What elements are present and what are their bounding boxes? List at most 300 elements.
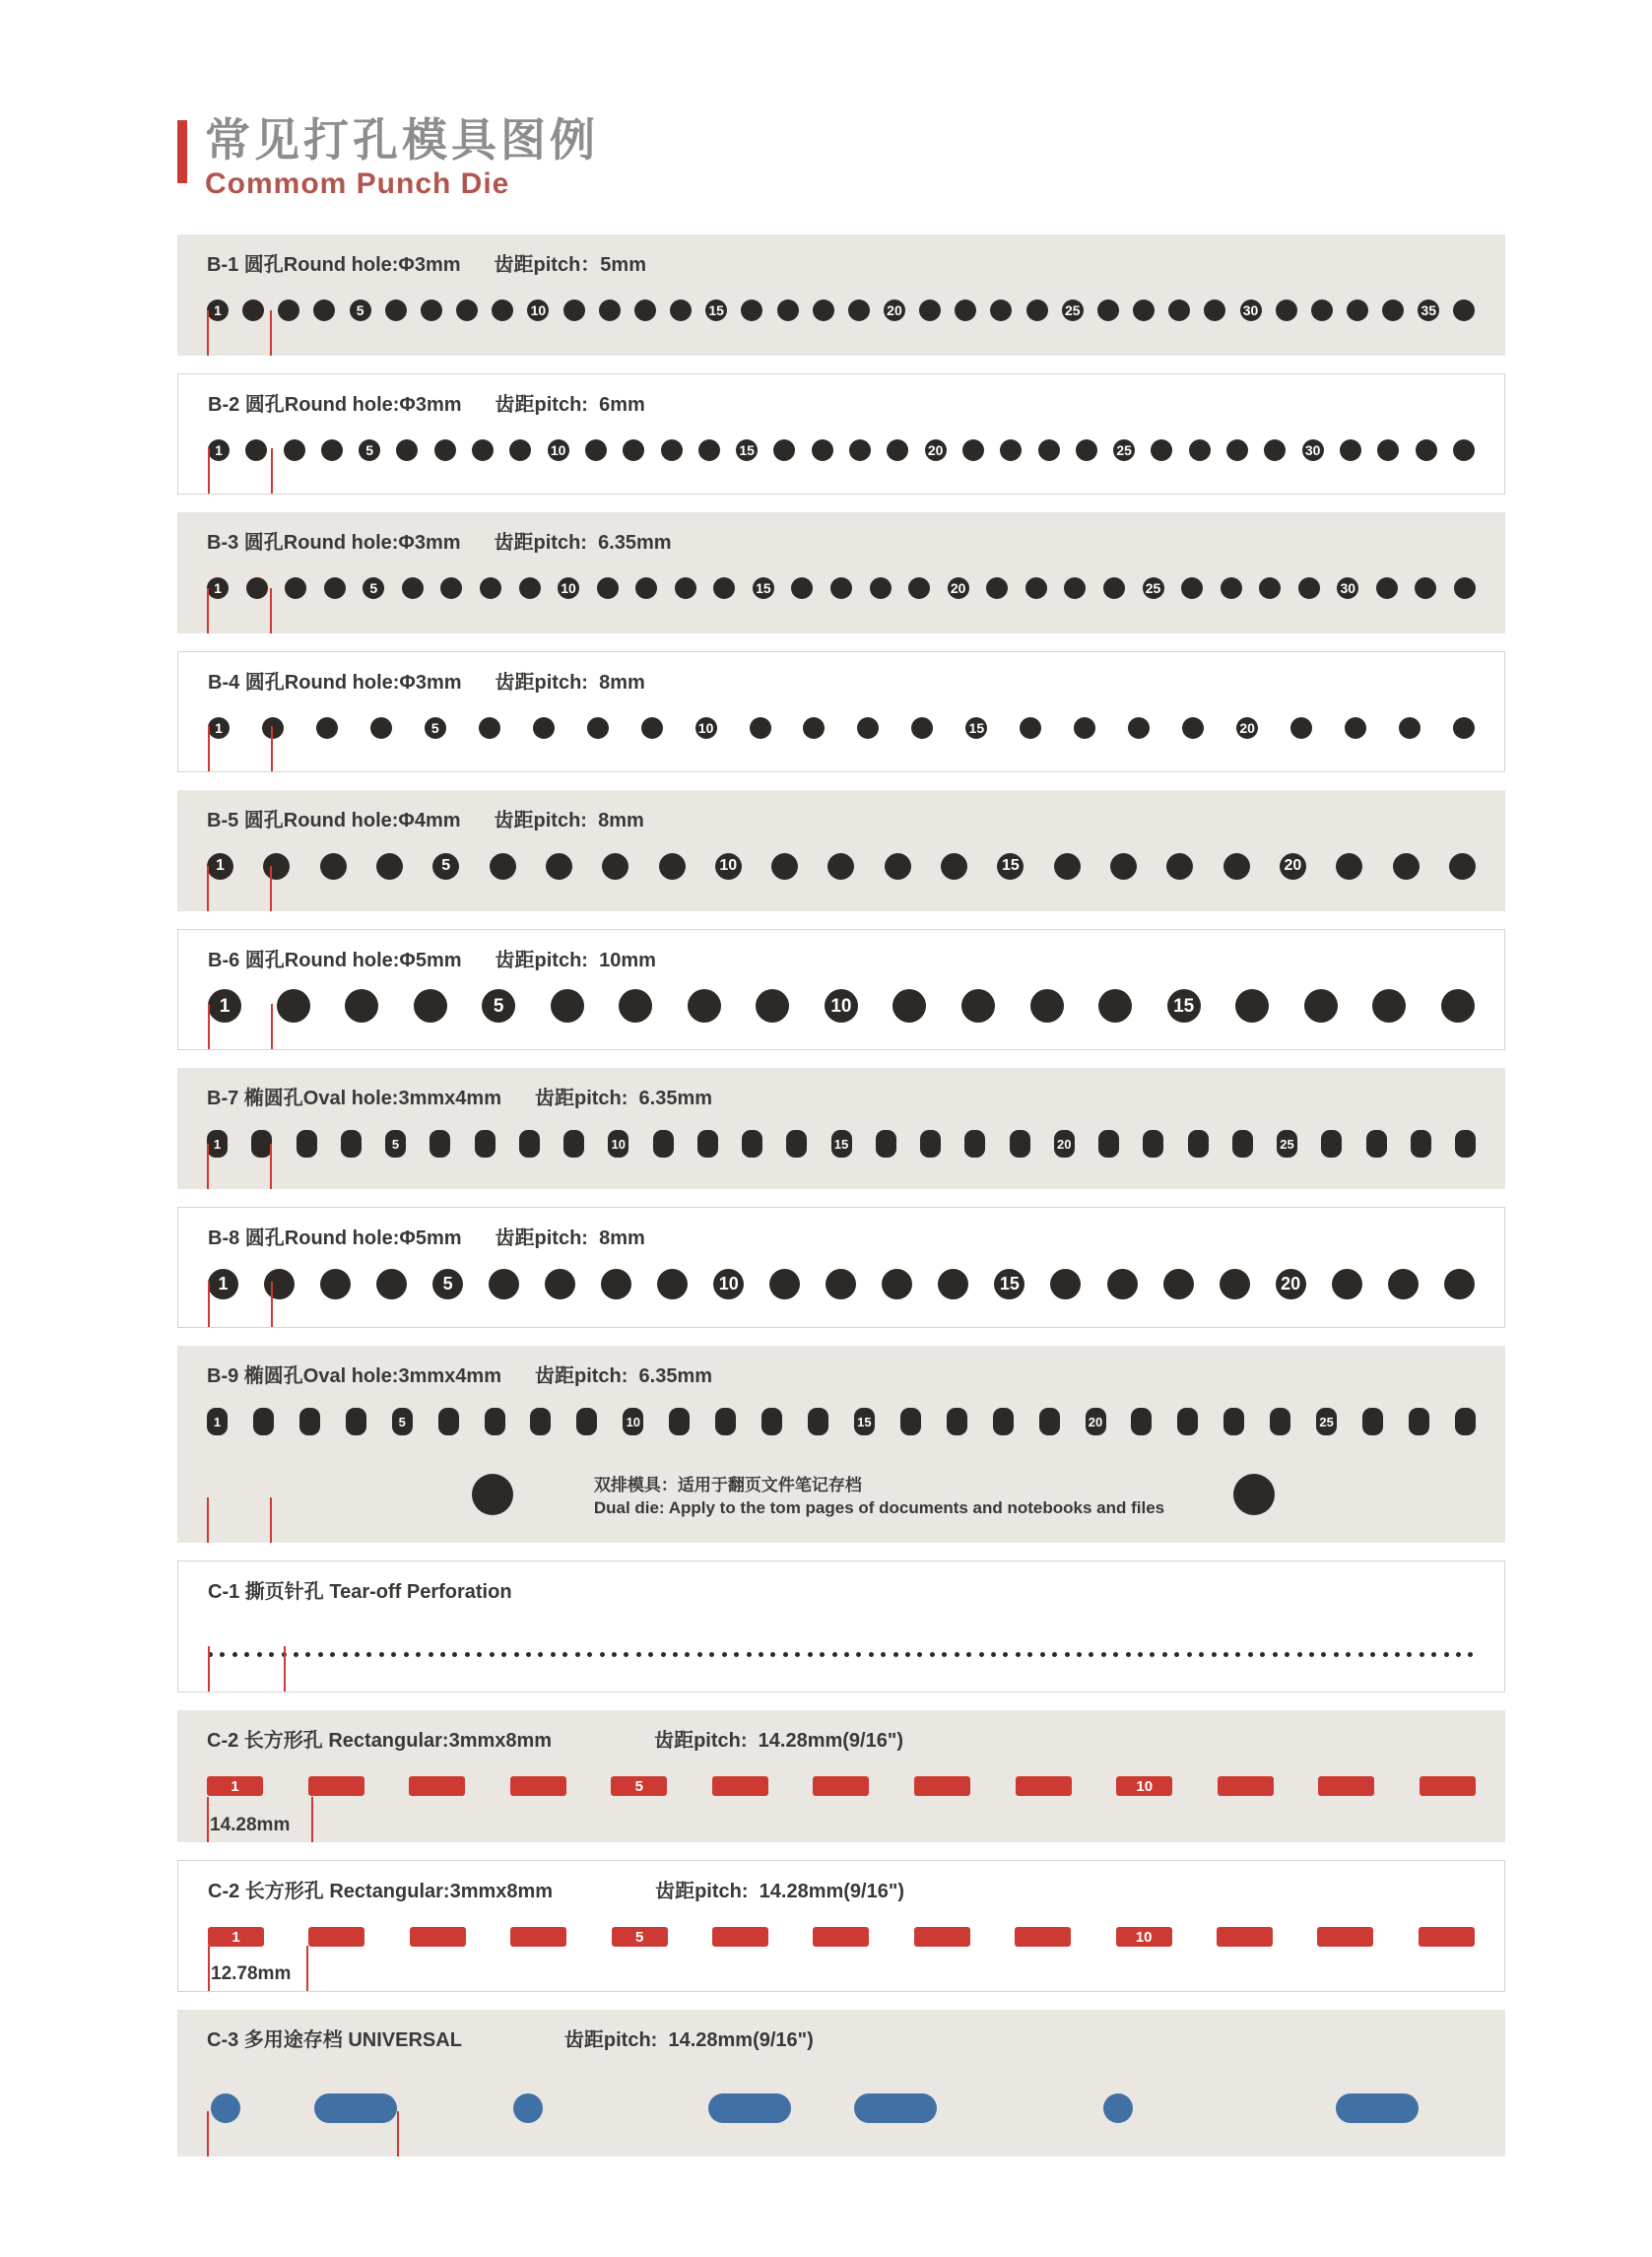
round-hole xyxy=(1347,299,1368,321)
perforation-dot xyxy=(747,1652,752,1657)
oval-hole xyxy=(485,1408,505,1435)
round-hole xyxy=(657,1269,688,1299)
perforation-dot xyxy=(661,1652,666,1657)
round-hole xyxy=(919,299,941,321)
round-hole xyxy=(207,853,233,880)
round-hole xyxy=(777,299,799,321)
round-hole xyxy=(675,577,696,599)
round-hole xyxy=(925,439,947,461)
oval-hole xyxy=(669,1408,690,1435)
dual-die-hole xyxy=(472,1474,513,1515)
round-hole xyxy=(1276,1269,1306,1299)
round-hole xyxy=(1376,577,1398,599)
pitch-tick-mark xyxy=(207,2111,209,2157)
pitch-tick-mark xyxy=(271,726,273,771)
perforation-dot xyxy=(893,1652,898,1657)
oval-hole xyxy=(608,1130,628,1158)
pitch-tick-mark xyxy=(207,1144,209,1189)
pitch-tick-mark xyxy=(397,2111,399,2157)
perforation-dot xyxy=(770,1652,775,1657)
hole-number: 5 xyxy=(398,1414,406,1429)
round-hole xyxy=(492,299,513,321)
perforation-dot xyxy=(1162,1652,1167,1657)
perforation-dot xyxy=(697,1652,702,1657)
round-hole xyxy=(870,577,892,599)
rect-hole xyxy=(1318,1776,1374,1796)
rect-hole xyxy=(1116,1927,1172,1947)
oval-hole xyxy=(742,1130,762,1158)
title-accent-bar xyxy=(177,120,187,183)
perforation-dot xyxy=(1285,1652,1289,1657)
hole-number: 15 xyxy=(968,720,985,737)
perforation-dot xyxy=(1346,1652,1351,1657)
round-hole xyxy=(1064,577,1086,599)
round-hole xyxy=(884,299,905,321)
round-hole xyxy=(1189,439,1211,461)
oval-hole xyxy=(1143,1130,1163,1158)
hole-number: 30 xyxy=(1242,302,1259,319)
rect-hole xyxy=(612,1927,668,1947)
round-hole xyxy=(826,1269,856,1299)
rect-hole xyxy=(712,1927,768,1947)
round-hole xyxy=(1298,577,1320,599)
round-hole xyxy=(619,989,652,1023)
hole-track xyxy=(208,423,1475,478)
round-hole xyxy=(1449,853,1476,880)
oval-hole xyxy=(715,1408,736,1435)
round-hole xyxy=(623,439,644,461)
page-subtitle: Commom Punch Die xyxy=(205,167,510,201)
round-hole xyxy=(1025,577,1047,599)
oval-hole xyxy=(876,1130,896,1158)
round-hole xyxy=(376,853,403,880)
oval-hole xyxy=(1321,1130,1342,1158)
hole-number: 10 xyxy=(830,995,852,1017)
round-hole xyxy=(587,717,609,739)
pitch-tick-mark xyxy=(208,1646,210,1692)
panel-header xyxy=(208,1575,1475,1604)
hole-track xyxy=(208,1256,1475,1311)
round-hole xyxy=(1235,989,1269,1023)
oval-hole xyxy=(920,1130,941,1158)
round-hole xyxy=(698,439,720,461)
hole-number: 10 xyxy=(718,1274,739,1294)
round-hole xyxy=(965,717,987,739)
die-name-label: B-5 圆孔Round hole:Φ4mm xyxy=(207,810,461,832)
rect-hole xyxy=(1317,1927,1373,1947)
pitch-label: 齿距pitch：5mm xyxy=(494,254,646,277)
die-name-label: C-1 撕页针孔 Tear-off Perforation xyxy=(208,1581,512,1604)
round-hole xyxy=(849,439,871,461)
perforation-dot xyxy=(1065,1652,1070,1657)
oval-hole xyxy=(623,1408,643,1435)
die-panel-B8 xyxy=(177,1207,1505,1328)
perforation-dot xyxy=(440,1652,445,1657)
dual-die-note xyxy=(594,1471,1164,1518)
hole-number: 20 xyxy=(927,442,944,459)
page-title: 常见打孔模具图例 xyxy=(205,114,599,166)
hole-number: 1 xyxy=(218,1274,229,1294)
perforation-dot xyxy=(587,1652,592,1657)
hole-number: 15 xyxy=(1173,995,1195,1017)
hole-number: 10 xyxy=(530,302,547,319)
panel-header xyxy=(207,1360,1476,1388)
perforation-dot xyxy=(1126,1652,1131,1657)
round-hole xyxy=(345,989,378,1023)
perforation-dot xyxy=(1235,1652,1240,1657)
perforation-dot xyxy=(269,1652,274,1657)
round-hole xyxy=(208,439,230,461)
round-hole xyxy=(830,577,852,599)
perforation-dot xyxy=(1101,1652,1106,1657)
perforation-dot xyxy=(1358,1652,1363,1657)
round-hole xyxy=(1143,577,1164,599)
title-block xyxy=(205,116,599,201)
die-name-label: B-7 椭圆孔Oval hole:3mmx4mm xyxy=(207,1088,501,1110)
pitch-tick-mark xyxy=(306,1946,308,1991)
round-hole xyxy=(1110,853,1137,880)
perforation-dot xyxy=(551,1652,556,1657)
round-hole xyxy=(887,439,908,461)
panel-header xyxy=(207,1724,1476,1753)
round-hole xyxy=(1128,717,1150,739)
rect-hole xyxy=(611,1776,667,1796)
round-hole xyxy=(773,439,795,461)
round-hole xyxy=(857,717,879,739)
hole-number: 20 xyxy=(950,580,966,597)
round-hole xyxy=(207,577,229,599)
round-hole xyxy=(1453,717,1475,739)
hole-number: 5 xyxy=(634,1777,643,1795)
hole-number: 20 xyxy=(887,302,902,319)
round-hole xyxy=(546,853,572,880)
perforation-dot xyxy=(1395,1652,1400,1657)
pitch-label: 齿距pitch: 6mm xyxy=(495,394,645,417)
rect-hole xyxy=(510,1927,566,1947)
round-hole xyxy=(1038,439,1060,461)
round-hole xyxy=(1280,853,1306,880)
round-hole xyxy=(756,989,789,1023)
round-hole xyxy=(1098,989,1132,1023)
round-hole xyxy=(548,439,569,461)
rect-hole xyxy=(813,1776,869,1796)
hole-number: 1 xyxy=(214,302,222,319)
round-hole xyxy=(519,577,541,599)
perforation-dot xyxy=(1027,1652,1032,1657)
panel-list xyxy=(177,234,1505,2157)
hole-number: 30 xyxy=(1340,580,1356,597)
rect-hole xyxy=(510,1776,566,1796)
round-hole xyxy=(602,853,628,880)
oval-hole xyxy=(1316,1408,1337,1435)
round-hole xyxy=(812,439,833,461)
round-hole xyxy=(635,577,657,599)
perforation-dot xyxy=(429,1652,433,1657)
perforation-dot xyxy=(1334,1652,1339,1657)
oval-hole xyxy=(1270,1408,1290,1435)
oval-hole xyxy=(563,1130,584,1158)
perforation-dot xyxy=(1431,1652,1436,1657)
perforation-dot xyxy=(1016,1652,1021,1657)
round-hole xyxy=(284,439,305,461)
round-hole xyxy=(1393,853,1420,880)
slot-hole xyxy=(1336,2093,1419,2123)
die-panel-C2A xyxy=(177,1710,1505,1842)
round-hole xyxy=(1103,2093,1133,2123)
round-hole xyxy=(1168,299,1190,321)
round-hole xyxy=(208,717,230,739)
die-name-label: B-3 圆孔Round hole:Φ3mm xyxy=(207,532,461,555)
hole-number: 25 xyxy=(1319,1414,1334,1429)
round-hole xyxy=(769,1269,800,1299)
perforation-dot xyxy=(624,1652,628,1657)
hole-number: 1 xyxy=(231,1777,239,1795)
round-hole xyxy=(1182,717,1204,739)
oval-hole xyxy=(831,1130,852,1158)
hole-track xyxy=(207,283,1476,338)
hole-track xyxy=(208,700,1475,756)
round-hole xyxy=(827,853,854,880)
hole-track xyxy=(208,978,1475,1033)
hole-track xyxy=(208,1626,1475,1682)
oval-hole xyxy=(1232,1130,1253,1158)
round-hole xyxy=(396,439,418,461)
pitch-tick-mark xyxy=(208,1282,210,1327)
perforation-dot xyxy=(722,1652,727,1657)
hole-number: 1 xyxy=(231,1928,240,1946)
round-hole xyxy=(695,717,717,739)
pitch-tick-mark xyxy=(207,310,209,356)
perforation-dot xyxy=(979,1652,984,1657)
oval-hole xyxy=(475,1130,496,1158)
round-hole xyxy=(986,577,1008,599)
rect-hole xyxy=(207,1776,263,1796)
hole-number: 15 xyxy=(857,1414,872,1429)
oval-hole xyxy=(1188,1130,1209,1158)
perforation-dot xyxy=(416,1652,421,1657)
perforation-dot xyxy=(1138,1652,1143,1657)
pitch-tick-mark xyxy=(284,1646,286,1692)
panel-header xyxy=(207,248,1476,277)
die-panel-B6 xyxy=(177,929,1505,1050)
pitch-tick-mark xyxy=(271,448,273,494)
perforation-dot xyxy=(991,1652,996,1657)
oval-hole xyxy=(251,1130,272,1158)
oval-hole xyxy=(1366,1130,1387,1158)
round-hole xyxy=(324,577,346,599)
rect-hole xyxy=(1116,1776,1172,1796)
hole-number: 5 xyxy=(634,1928,644,1946)
rect-hole xyxy=(1420,1776,1476,1796)
rect-hole xyxy=(712,1776,768,1796)
round-hole xyxy=(320,853,347,880)
perforation-dot xyxy=(709,1652,714,1657)
round-hole xyxy=(278,299,299,321)
perforation-dot xyxy=(526,1652,531,1657)
round-hole xyxy=(285,577,306,599)
round-hole xyxy=(1418,299,1439,321)
die-panel-B7 xyxy=(177,1068,1505,1189)
pitch-tick-mark xyxy=(208,726,210,771)
hole-number: 5 xyxy=(391,1136,400,1152)
hole-number: 10 xyxy=(1135,1928,1153,1946)
oval-hole xyxy=(947,1408,967,1435)
oval-hole xyxy=(438,1408,459,1435)
round-hole xyxy=(1054,853,1081,880)
rect-hole xyxy=(914,1927,970,1947)
perforation-dot xyxy=(1212,1652,1217,1657)
round-hole xyxy=(882,1269,912,1299)
round-hole xyxy=(277,989,310,1023)
oval-hole xyxy=(786,1130,807,1158)
die-name-label: B-6 圆孔Round hole:Φ5mm xyxy=(208,950,462,972)
round-hole xyxy=(363,577,384,599)
oval-hole xyxy=(993,1408,1014,1435)
round-hole xyxy=(1167,989,1201,1023)
round-hole xyxy=(480,577,501,599)
die-panel-C2B xyxy=(177,1860,1505,1992)
oval-hole xyxy=(1039,1408,1060,1435)
hole-number: 5 xyxy=(369,580,378,597)
round-hole xyxy=(207,299,229,321)
oval-hole xyxy=(1455,1408,1476,1435)
hole-number: 5 xyxy=(365,442,374,459)
hole-number: 20 xyxy=(1088,1414,1103,1429)
perforation-dot xyxy=(404,1652,409,1657)
round-hole xyxy=(1103,577,1125,599)
pitch-tick-mark xyxy=(207,1797,209,1842)
slot-hole xyxy=(708,2093,791,2123)
dual-die-note-en: Dual die: Apply to the tom pages of documents and notebooks and files xyxy=(593,1498,1165,1518)
round-hole xyxy=(1304,989,1338,1023)
round-hole xyxy=(321,439,343,461)
round-hole xyxy=(421,299,442,321)
round-hole xyxy=(1000,439,1022,461)
oval-hole xyxy=(530,1408,551,1435)
round-hole xyxy=(1454,577,1476,599)
hole-track xyxy=(207,1394,1476,1449)
pitch-tick-mark xyxy=(208,448,210,494)
round-hole xyxy=(994,1269,1024,1299)
oval-hole xyxy=(207,1130,228,1158)
round-hole xyxy=(848,299,870,321)
oval-hole xyxy=(900,1408,921,1435)
rect-hole xyxy=(308,1776,364,1796)
round-hole xyxy=(376,1269,407,1299)
perforation-dot xyxy=(1370,1652,1375,1657)
perforation-dot xyxy=(1444,1652,1449,1657)
round-hole xyxy=(558,577,579,599)
pitch-label: 齿距pitch: 6.35mm xyxy=(534,1365,713,1388)
round-hole xyxy=(705,299,727,321)
perforation-dot xyxy=(1199,1652,1204,1657)
oval-hole xyxy=(1277,1130,1297,1158)
hole-number: 25 xyxy=(1280,1136,1294,1152)
round-hole xyxy=(955,299,976,321)
perforation-dot xyxy=(1407,1652,1412,1657)
round-hole xyxy=(911,717,933,739)
round-hole xyxy=(414,989,447,1023)
perforation-dot xyxy=(355,1652,360,1657)
hole-number: 5 xyxy=(442,1274,453,1294)
perforation-dot xyxy=(820,1652,825,1657)
round-hole xyxy=(715,853,742,880)
round-hole xyxy=(661,439,683,461)
round-hole xyxy=(713,577,735,599)
perforation-dot xyxy=(1003,1652,1008,1657)
hole-number: 10 xyxy=(626,1414,641,1429)
oval-hole xyxy=(1054,1130,1075,1158)
round-hole xyxy=(961,989,995,1023)
round-hole xyxy=(813,299,834,321)
document-page xyxy=(177,116,1505,2174)
oval-hole xyxy=(385,1130,406,1158)
perforation-dot xyxy=(257,1652,262,1657)
oval-hole xyxy=(1010,1130,1030,1158)
round-hole xyxy=(641,717,663,739)
round-hole xyxy=(370,717,392,739)
perforation-dot xyxy=(343,1652,348,1657)
oval-hole xyxy=(430,1130,450,1158)
round-hole xyxy=(1151,439,1172,461)
oval-hole xyxy=(761,1408,782,1435)
round-hole xyxy=(264,1269,295,1299)
round-hole xyxy=(938,1269,968,1299)
hole-track xyxy=(207,1116,1476,1171)
oval-hole xyxy=(653,1130,674,1158)
round-hole xyxy=(688,989,721,1023)
round-hole xyxy=(1030,989,1064,1023)
round-hole xyxy=(634,299,656,321)
die-name-label: C-2 长方形孔 Rectangular:3mmx8mm xyxy=(208,1881,554,1903)
perforation-dot xyxy=(734,1652,739,1657)
perforation-dot xyxy=(966,1652,971,1657)
round-hole xyxy=(962,439,984,461)
oval-hole xyxy=(1455,1130,1476,1158)
hole-number: 25 xyxy=(1116,442,1132,459)
die-panel-B9 xyxy=(177,1346,1505,1543)
round-hole xyxy=(489,1269,519,1299)
perforation-dot xyxy=(318,1652,323,1657)
round-hole xyxy=(753,577,774,599)
pitch-label: 齿距pitch: 8mm xyxy=(495,672,645,695)
hole-number: 1 xyxy=(216,857,225,875)
round-hole xyxy=(1240,299,1262,321)
oval-hole xyxy=(1409,1408,1429,1435)
perforation-dot xyxy=(1321,1652,1326,1657)
pitch-label: 齿距pitch: 14.28mm(9/16") xyxy=(655,1881,904,1903)
round-hole xyxy=(885,853,911,880)
dual-die-hole xyxy=(1233,1474,1275,1515)
round-hole xyxy=(1311,299,1333,321)
round-hole xyxy=(997,853,1024,880)
round-hole xyxy=(1181,577,1203,599)
round-hole xyxy=(1223,853,1250,880)
oval-hole xyxy=(697,1130,718,1158)
panel-header xyxy=(208,1222,1475,1250)
die-name-label: B-2 圆孔Round hole:Φ3mm xyxy=(208,394,462,417)
perforation-dot xyxy=(881,1652,886,1657)
round-hole xyxy=(585,439,607,461)
round-hole xyxy=(771,853,798,880)
round-hole xyxy=(1276,299,1297,321)
pitch-tick-mark xyxy=(207,1497,209,1543)
round-hole xyxy=(1337,577,1358,599)
round-hole xyxy=(1163,1269,1194,1299)
round-hole xyxy=(1382,299,1404,321)
perforation-dot xyxy=(1273,1652,1278,1657)
round-hole xyxy=(545,1269,575,1299)
